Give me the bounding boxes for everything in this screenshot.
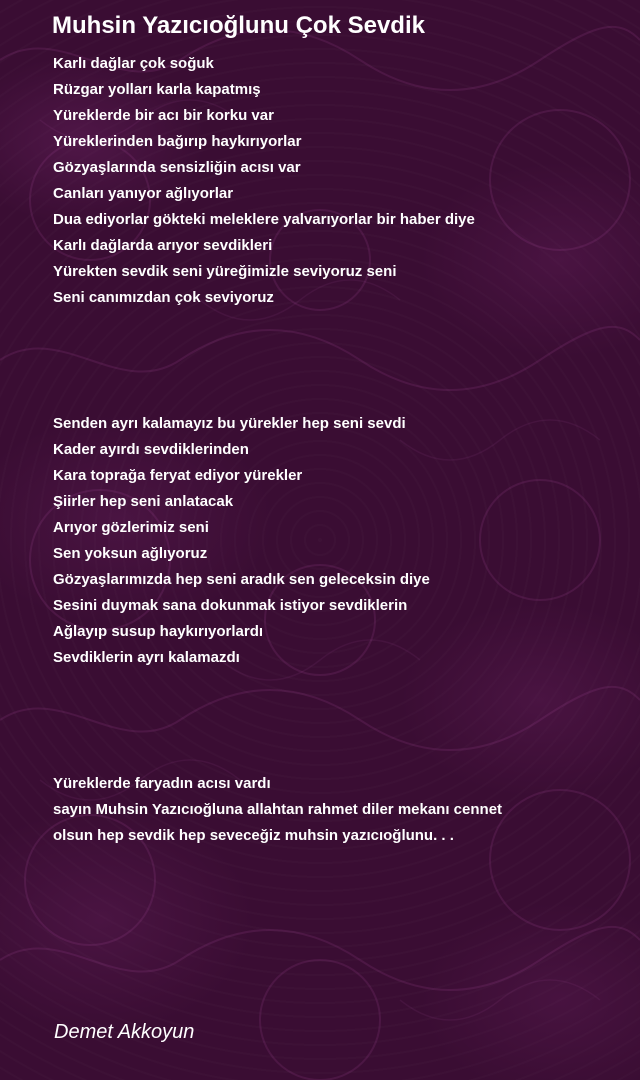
poem-line: Gözyaşlarımızda hep seni aradık sen geleceksin diye <box>53 571 430 588</box>
poem-line: olsun hep sevdik hep seveceğiz muhsin yazıcıoğlunu. . . <box>53 827 454 844</box>
poem-line: Gözyaşlarında sensizliğin acısı var <box>53 159 301 176</box>
poem-stanza-3 <box>53 771 613 849</box>
poem-stanza-1 <box>53 51 613 311</box>
poem-line: Senden ayrı kalamayız bu yürekler hep seni sevdi <box>53 415 406 432</box>
poem-line: Sevdiklerin ayrı kalamazdı <box>53 649 240 666</box>
poem-line: Sen yoksun ağlıyoruz <box>53 545 208 562</box>
poem-line: Yüreklerde bir acı bir korku var <box>53 107 274 124</box>
poem-author: Demet Akkoyun <box>54 1021 195 1043</box>
poem-title: Muhsin Yazıcıoğlunu Çok Sevdik <box>52 12 425 39</box>
poem-line: Sesini duymak sana dokunmak istiyor sevdiklerin <box>53 597 408 614</box>
poem-line: Karlı dağlar çok soğuk <box>53 55 214 72</box>
poem-line: Dua ediyorlar gökteki meleklere yalvarıyorlar bir haber diye <box>53 211 475 228</box>
poem-line: Canları yanıyor ağlıyorlar <box>53 185 234 202</box>
poem-line: Yüreklerinden bağırıp haykırıyorlar <box>53 133 302 150</box>
poem-line: Kader ayırdı sevdiklerinden <box>53 441 249 458</box>
poem-line: Yürekten sevdik seni yüreğimizle seviyoruz seni <box>53 263 397 280</box>
poem-line: sayın Muhsin Yazıcıoğluna allahtan rahmet diler mekanı cennet <box>53 801 503 818</box>
poem-line: Kara toprağa feryat ediyor yürekler <box>53 467 303 484</box>
poem-line: Seni canımızdan çok seviyoruz <box>53 289 274 306</box>
poem-line: Ağlayıp susup haykırıyorlardı <box>53 623 264 640</box>
poem-line: Yüreklerde faryadın acısı vardı <box>53 775 271 792</box>
poem-line: Şiirler hep seni anlatacak <box>53 493 234 510</box>
poem-line: Karlı dağlarda arıyor sevdikleri <box>53 237 273 254</box>
poem-line: Arıyor gözlerimiz seni <box>53 519 209 536</box>
poem-line: Rüzgar yolları karla kapatmış <box>53 81 261 98</box>
poem-stanza-2 <box>53 411 613 671</box>
